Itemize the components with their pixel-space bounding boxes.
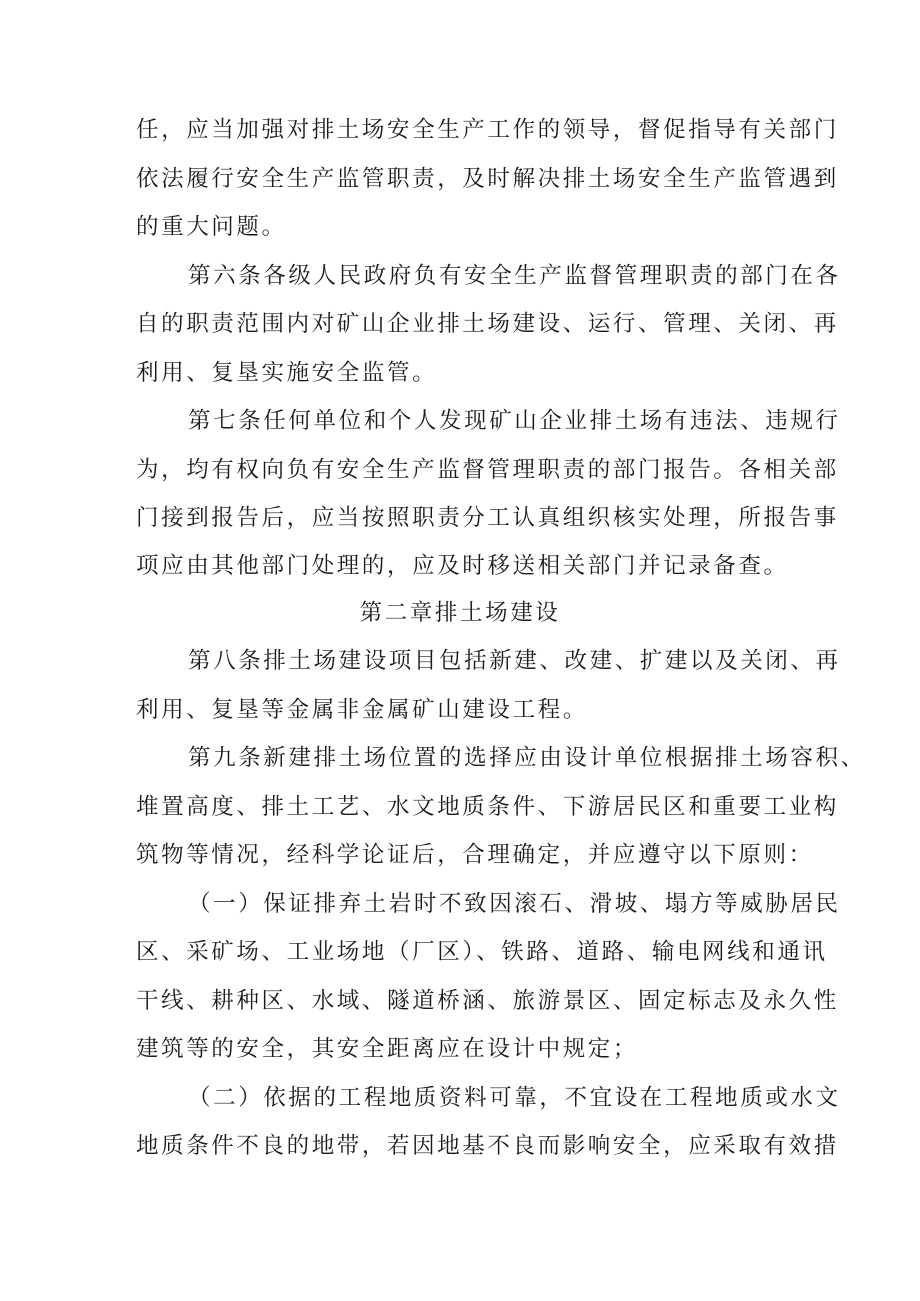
text-line-1: 任，应当加强对排土场安全生产工作的领导，督促指导有关部门 xyxy=(136,117,839,143)
text-line-2: 依法履行安全生产监管职责，及时解决排土场安全生产监管遇到 xyxy=(136,166,839,192)
clause-1-line-1: （一）保证排弃土岩时不致因滚石、滑坡、塌方等威胁居民 xyxy=(188,891,841,917)
text-line-3: 的重大问题。 xyxy=(136,214,287,240)
article-6-line-1: 第六条各级人民政府负有安全生产监督管理职责的部门在各 xyxy=(188,263,841,289)
article-9-line-1: 第九条新建排土场位置的选择应由设计单位根据排土场容积、 xyxy=(188,745,866,771)
clause-1-line-2: 区、采矿场、工业场地（厂区）、铁路、道路、输电网线和通讯 xyxy=(136,939,828,965)
article-6-line-3: 利用、复垦实施安全监管。 xyxy=(136,360,438,386)
article-8-line-1: 第八条排土场建设项目包括新建、改建、扩建以及关闭、再 xyxy=(188,648,841,674)
clause-2-line-2: 地质条件不良的地带，若因地基不良而影响安全，应采取有效措 xyxy=(136,1133,839,1159)
clause-2-line-1: （二）依据的工程地质资料可靠，不宜设在工程地质或水文 xyxy=(188,1085,841,1111)
article-8-line-2: 利用、复垦等金属非金属矿山建设工程。 xyxy=(136,697,588,723)
article-7-line-1: 第七条任何单位和个人发现矿山企业排土场有违法、违规行 xyxy=(188,408,841,434)
article-6-line-2: 自的职责范围内对矿山企业排土场建设、运行、管理、关闭、再 xyxy=(136,311,839,337)
article-9-line-2: 堆置高度、排土工艺、水文地质条件、下游居民区和重要工业构 xyxy=(136,794,839,820)
article-7-line-4: 项应由其他部门处理的，应及时移送相关部门并记录备查。 xyxy=(136,553,789,579)
chapter-heading: 第二章排土场建设 xyxy=(359,600,561,626)
article-7-line-2: 为，均有权向负有安全生产监督管理职责的部门报告。各相关部 xyxy=(136,457,839,483)
article-9-line-3: 筑物等情况，经科学论证后，合理确定，并应遵守以下原则： xyxy=(136,842,814,868)
article-7-line-3: 门接到报告后，应当按照职责分工认真组织核实处理，所报告事 xyxy=(136,505,839,531)
clause-1-line-3: 干线、耕种区、水域、隧道桥涵、旅游景区、固定标志及永久性 xyxy=(136,988,839,1014)
clause-1-line-4: 建筑等的安全，其安全距离应在设计中规定； xyxy=(136,1036,639,1062)
